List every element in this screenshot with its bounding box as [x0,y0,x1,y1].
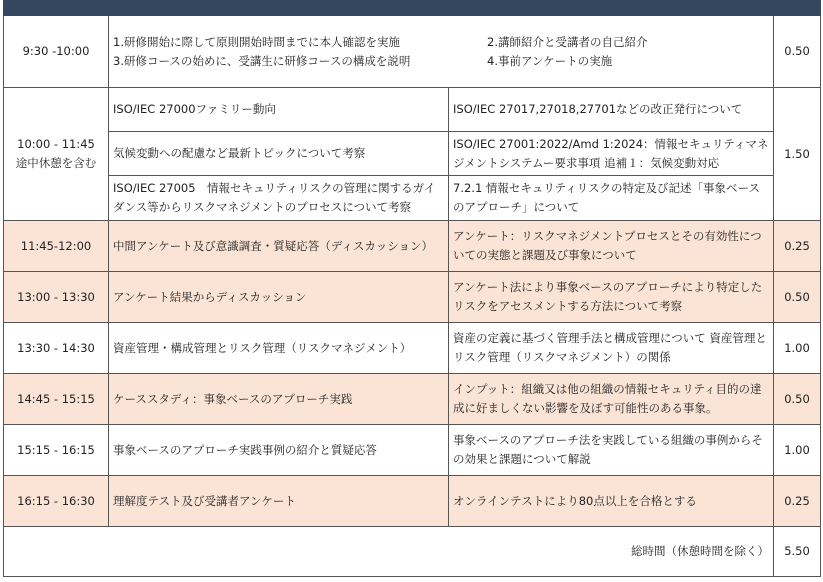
time-cell: 13:00 - 13:30 [4,272,109,323]
table-row [4,272,821,323]
time-cell: 9:30 -10:00 [4,16,109,88]
topic-cell: 中間アンケート及び意識調査・質疑応答（ディスカッション） [109,221,449,272]
hours-cell: 0.50 [774,16,821,88]
schedule-table [3,0,821,577]
table-row [4,221,821,272]
detail-cell: アンケート法により事象ベースのアプローチにより特定したリスクをアセスメントする方法について考察 [449,272,774,323]
intro-item: 4.事前アンケートの実施 [487,53,613,68]
time-note: 途中休憩を含む [15,156,97,170]
hours-cell: 0.25 [774,221,821,272]
intro-row [4,16,821,88]
detail-cell: アンケート：リスクマネジメントプロセスとその有効性についての実態と課題及び事象について [449,221,774,272]
time-cell: 16:15 - 16:30 [4,476,109,527]
hours-cell: 0.25 [774,476,821,527]
table-row [4,132,821,176]
topic-cell: 理解度テスト及び受講者アンケート [109,476,449,527]
table-row [4,374,821,425]
table-row [4,88,821,132]
detail-cell: 事象ベースのアプローチ法を実践している組織の事例からその効果と課題について解説 [449,425,774,476]
detail-cell: ISO/IEC 27001:2022/Amd 1:2024：情報セキュリティマネジメントシステムー要求事項 追補１：気候変動対応 [449,132,774,176]
table-row [4,176,821,221]
time-cell [4,88,109,221]
topic-cell: 気候変動への配慮など最新トピックについて考察 [109,132,449,176]
header-bar [4,1,821,16]
session-rows [4,221,821,527]
topic-cell: 資産管理・構成管理とリスク管理（リスクマネジメント） [109,323,449,374]
time-cell: 11:45-12:00 [4,221,109,272]
detail-cell: 資産の定義に基づく管理手法と構成管理について 資産管理とリスク管理（リスクマネジメント）の関係 [449,323,774,374]
time-cell: 14:45 - 15:15 [4,374,109,425]
topic-cell: アンケート結果からディスカッション [109,272,449,323]
intro-item: 1.研修開始に際して原則開始時間までに本人確認を実施 [113,34,400,49]
topic-cell: ISO/IEC 27000ファミリー動向 [109,88,449,132]
table-row [4,323,821,374]
hours-cell: 1.50 [774,88,821,221]
total-row [4,527,821,577]
time-cell: 13:30 - 14:30 [4,323,109,374]
hours-cell: 1.00 [774,425,821,476]
topic-cell: ケーススタディ：事象ベースのアプローチ実践 [109,374,449,425]
intro-items [109,16,774,88]
detail-cell: ISO/IEC 27017,27018,27701などの改正発行について [449,88,774,132]
detail-cell: オンラインテストにより80点以上を合格とする [449,476,774,527]
time-range: 10:00 - 11:45 [17,137,95,151]
hours-cell: 1.00 [774,323,821,374]
topic-cell: 事象ベースのアプローチ実践事例の紹介と質疑応答 [109,425,449,476]
intro-item: 3.研修コースの始めに、受講生に研修コースの構成を説明 [113,53,411,68]
total-hours: 5.50 [774,527,821,577]
hours-cell: 0.50 [774,374,821,425]
detail-cell: 7.2.1 情報セキュリティリスクの特定及び記述「事象ベースのアプローチ」について [449,176,774,221]
table-row [4,476,821,527]
total-label: 総時間（休憩時間を除く） [4,527,774,577]
time-cell: 15:15 - 16:15 [4,425,109,476]
topic-cell: ISO/IEC 27005 情報セキュリティリスクの管理に関するガイダンス等からリスクマネジメントのプロセスについて考察 [109,176,449,221]
detail-cell: インプット：組織又は他の組織の情報セキュリティ目的の達成に好ましくない影響を及ぼす可能性のある事象。 [449,374,774,425]
table-row [4,425,821,476]
intro-item: 2.講師紹介と受講者の自己紹介 [487,34,648,49]
hours-cell: 0.50 [774,272,821,323]
